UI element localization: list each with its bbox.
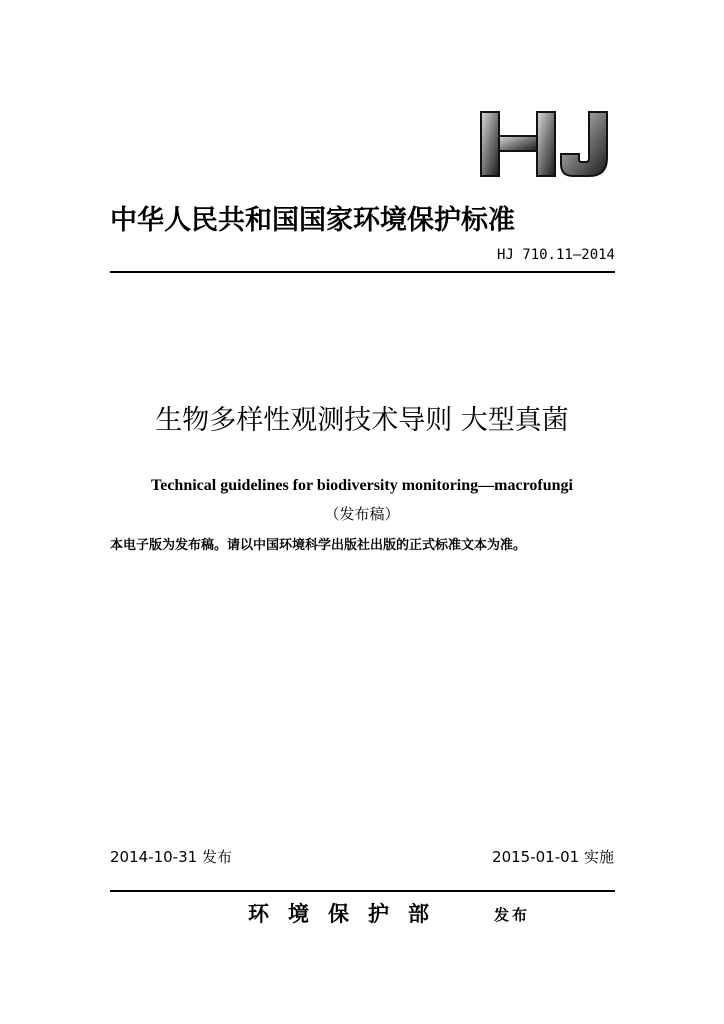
- issue-date: 2014-10-31 发布: [110, 848, 232, 866]
- draft-label: （发布稿）: [324, 505, 400, 523]
- document-title-en: Technical guidelines for biodiversity monitoring—macrofungi: [151, 477, 573, 494]
- hj-logo: [475, 108, 615, 180]
- bottom-divider: [110, 890, 615, 892]
- top-divider: [110, 271, 615, 273]
- standard-number: HJ 710.11—2014: [496, 247, 615, 263]
- publish-action: 发布: [494, 906, 531, 924]
- publisher-name: 环境保护部: [248, 902, 448, 926]
- edition-notice: 本电子版为发布稿。请以中国环境科学出版社出版的正式标准文本为准。: [110, 538, 527, 553]
- document-title-cn: 生物多样性观测技术导则 大型真菌: [155, 405, 569, 436]
- standard-category: 中华人民共和国国家环境保护标准: [110, 205, 515, 236]
- implementation-date: 2015-01-01 实施: [492, 848, 614, 866]
